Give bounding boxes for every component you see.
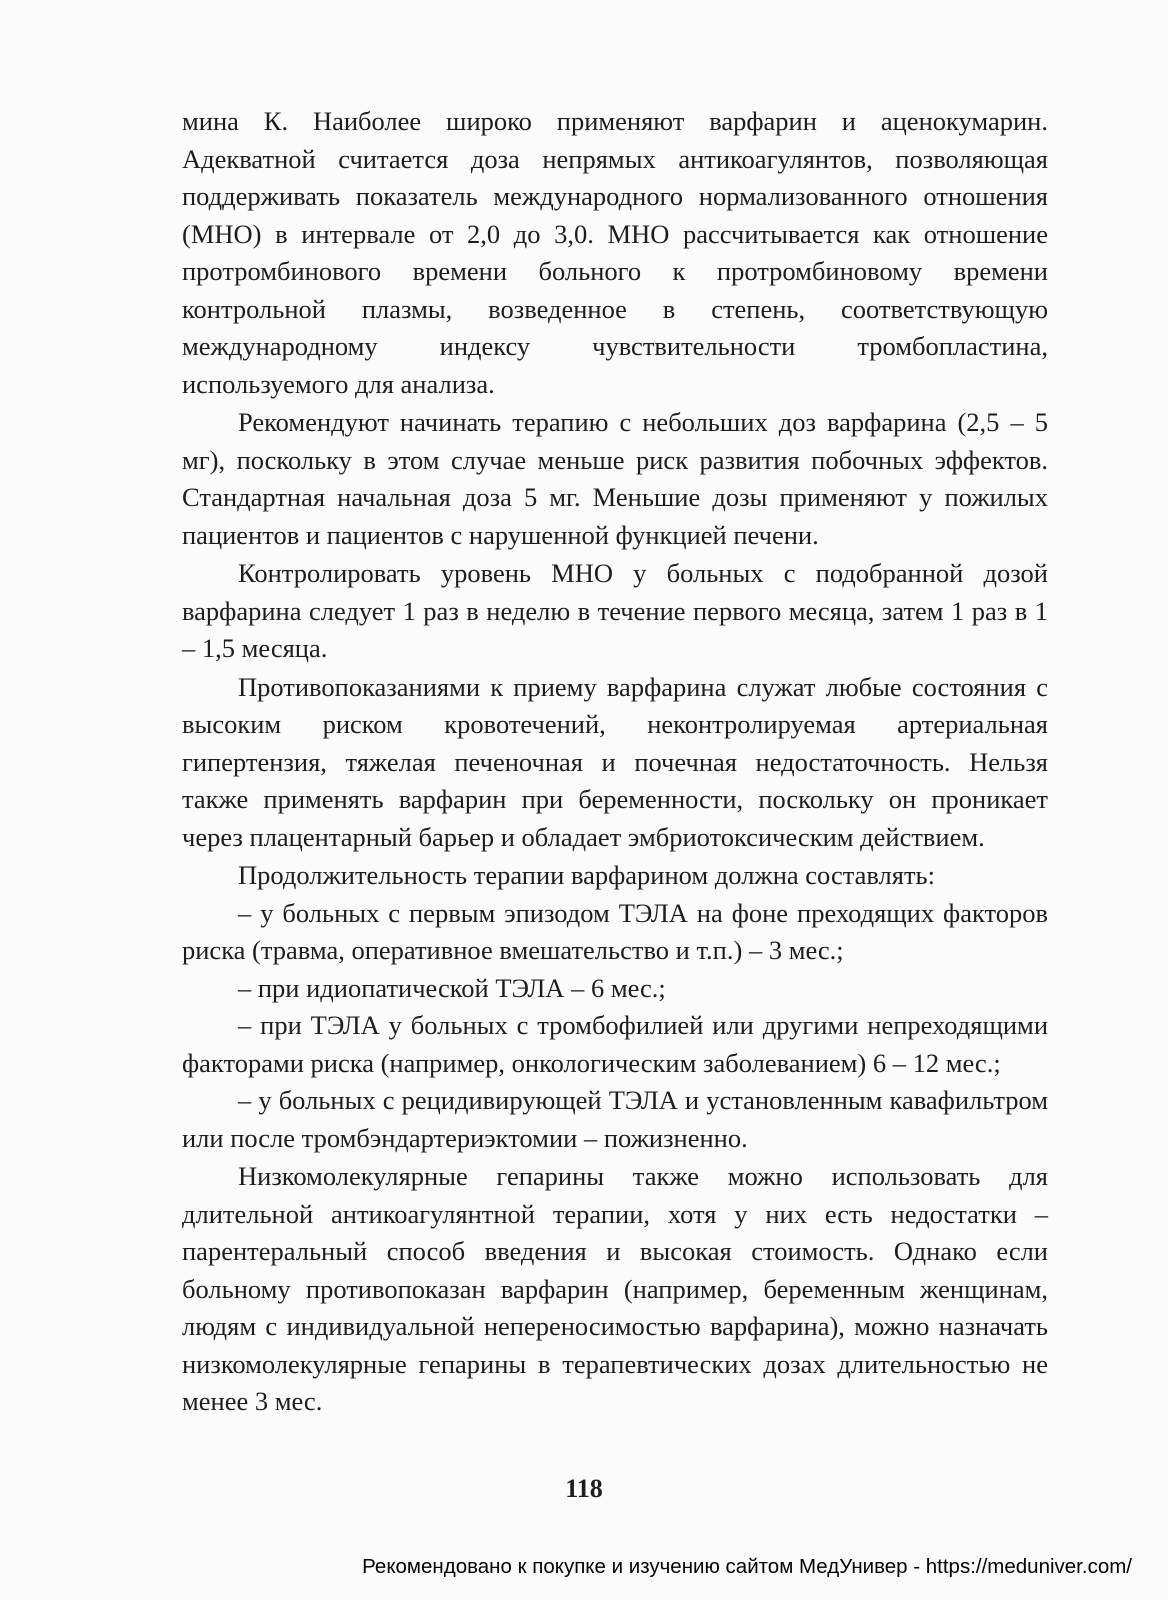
paragraph-6: Низкомолекулярные гепарины также можно использовать для длительной антикоагулянтной терапии, хотя у них есть недостатки – парентеральный способ введения и высокая стоимость. Однако если больному противопоказан варфарин (например, беременным женщинам, людям с индивидуальной непереносимостью варфарина), можно назначать низкомолекулярные гепарины в терапевтических дозах длительностью не менее 3 мес. — [182, 1161, 1048, 1416]
footer-note: Рекомендовано к покупке и изучению сайтом МедУнивер - https://meduniver.com/ — [362, 1555, 1132, 1578]
paragraph-3: Контролировать уровень МНО у больных с подобранной дозой варфарина следует 1 раз в неделю в течение первого месяца, затем 1 раз в 1 – 1,5 месяца. — [182, 558, 1048, 663]
paragraph-5: Продолжительность терапии варфарином должна составлять: — [238, 860, 935, 890]
paragraph-2: Рекомендуют начинать терапию с небольших доз варфарина (2,5 – 5 мг), поскольку в этом случае меньше риск развития побочных эффектов. Стандартная начальная доза 5 мг. Меньшие дозы применяют у пожилых пациентов и пациентов с нарушенной функцией печени. — [182, 407, 1048, 550]
list-item-1: – у больных с первым эпизодом ТЭЛА на фоне преходящих факторов риска (травма, оперативное вмешательство и т.п.) – 3 мес.; — [182, 897, 1048, 965]
page-number: 118 — [565, 1474, 603, 1503]
list-item-4: – у больных с рецидивирующей ТЭЛА и установленным кавафильтром или после тромбэндартериэктомии – пожизненно. — [182, 1085, 1048, 1153]
paragraph-1: мина К. Наиболее широко применяют варфарин и аценокумарин. Адекватной считается доза непрямых антикоагулянтов, позволяющая поддерживать показатель международного нормализованного отношения (МНО) в интервале от 2,0 до 3,0. МНО рассчитывается как отношение протромбинового времени больного к протромбиновому времени контрольной плазмы, возведенное в степень, соответствующую международному индексу чувствительности тромбопластина, используемого для анализа. — [182, 106, 1048, 399]
paragraph-4: Противопоказаниями к приему варфарина служат любые состояния с высоким риском кровотечений, неконтролируемая артериальная гипертензия, тяжелая печеночная и почечная недостаточность. Нельзя также применять варфарин при беременности, поскольку он проникает через плацентарный барьер и обладает эмбриотоксическим действием. — [182, 671, 1048, 852]
body-text — [182, 103, 1048, 1421]
list-item-2: – при идиопатической ТЭЛА – 6 мес.; — [238, 972, 666, 1003]
list-item-3: – при ТЭЛА у больных с тромбофилией или другими непреходящими факторами риска (например, онкологическим заболеванием) 6 – 12 мес.; — [182, 1010, 1048, 1078]
